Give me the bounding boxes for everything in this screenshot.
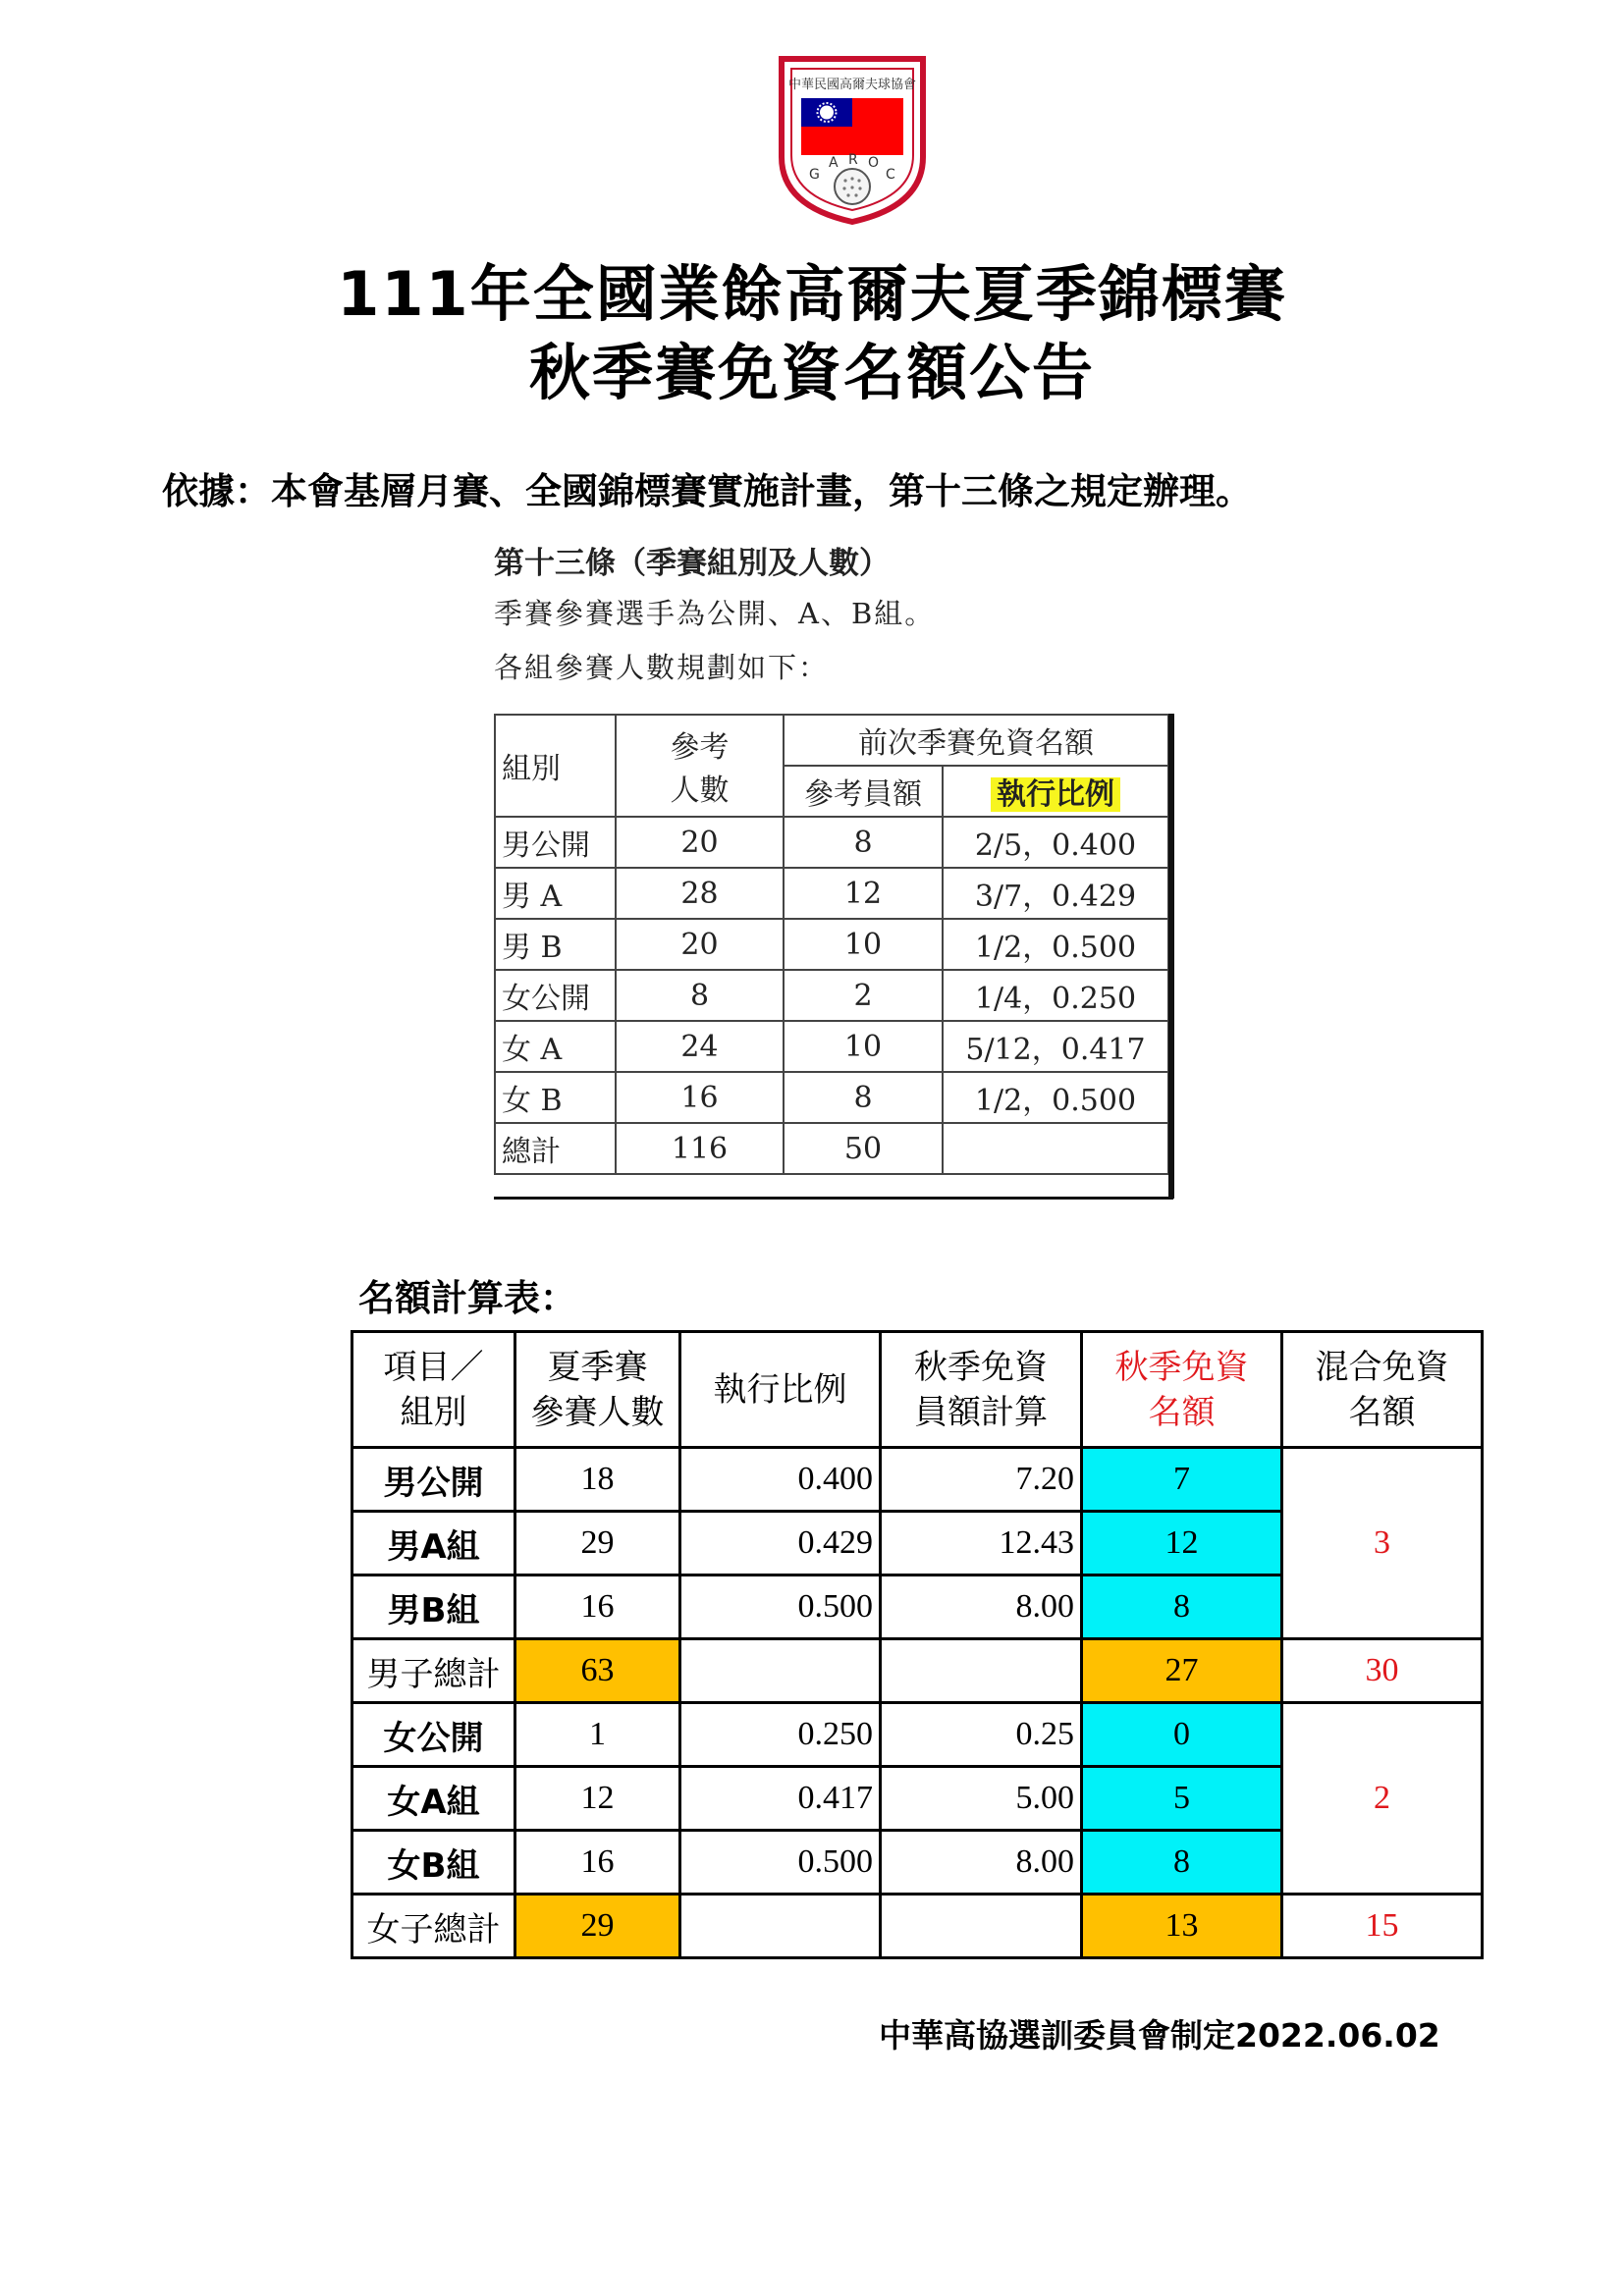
article-line-1: 季賽參賽選手為公開、A、B組。 bbox=[494, 597, 936, 630]
calc-cell-mixed-total: 15 bbox=[1282, 1895, 1483, 1958]
ref-cell-quota: 50 bbox=[784, 1123, 943, 1174]
ref-cell-ratio bbox=[943, 1123, 1168, 1174]
calc-h-quota-1: 秋季免資 bbox=[1114, 1347, 1249, 1387]
calc-h-ratio: 執行比例 bbox=[680, 1332, 881, 1448]
calc-cell-ratio: 0.500 bbox=[680, 1575, 881, 1639]
logo-letter-c: C bbox=[886, 167, 895, 183]
ref-row bbox=[495, 1072, 1168, 1123]
logo-letter-a: A bbox=[829, 155, 839, 171]
calc-h-item-1: 項目／ bbox=[383, 1347, 484, 1387]
ref-row bbox=[495, 1021, 1168, 1072]
logo-letter-r: R bbox=[848, 152, 858, 168]
ref-cell-count: 20 bbox=[616, 817, 784, 868]
ref-cell-group: 女 B bbox=[495, 1072, 616, 1123]
calc-cell-group: 男子總計 bbox=[352, 1639, 515, 1703]
calc-cell-entrants: 18 bbox=[515, 1448, 680, 1512]
ref-cell-group: 女公開 bbox=[495, 970, 616, 1021]
calc-table-label: 名額計算表： bbox=[358, 1277, 576, 1319]
calc-h-summer bbox=[515, 1332, 680, 1448]
ref-cell-quota: 10 bbox=[784, 1021, 943, 1072]
ref-cell-ratio: 3/7，0.429 bbox=[943, 868, 1168, 919]
calc-cell-calc: 5.00 bbox=[881, 1767, 1082, 1831]
ref-h-count bbox=[616, 715, 784, 817]
ref-cell-ratio: 5/12，0.417 bbox=[943, 1021, 1168, 1072]
calc-cell-calc-empty bbox=[881, 1895, 1082, 1958]
calc-table bbox=[351, 1330, 1484, 1959]
calc-h-item-2: 組別 bbox=[400, 1392, 467, 1432]
ref-h-group: 組別 bbox=[495, 715, 616, 817]
calc-cell-entrants: 29 bbox=[515, 1895, 680, 1958]
calc-cell-ratio-empty bbox=[680, 1895, 881, 1958]
ref-cell-ratio: 1/2，0.500 bbox=[943, 919, 1168, 970]
calc-cell-entrants: 12 bbox=[515, 1767, 680, 1831]
calc-h-summer-1: 夏季賽 bbox=[547, 1347, 648, 1387]
calc-cell-mixed-women: 2 bbox=[1282, 1703, 1483, 1895]
calc-h-mixed bbox=[1282, 1332, 1483, 1448]
calc-cell-calc: 7.20 bbox=[881, 1448, 1082, 1512]
calc-cell-mixed-total: 30 bbox=[1282, 1639, 1483, 1703]
calc-cell-entrants: 16 bbox=[515, 1831, 680, 1895]
reference-table bbox=[494, 714, 1169, 1175]
ref-cell-quota: 12 bbox=[784, 868, 943, 919]
ref-row bbox=[495, 817, 1168, 868]
page-title: 111年全國業餘高爾夫夏季錦標賽 bbox=[337, 258, 1287, 330]
calc-header-row bbox=[352, 1332, 1483, 1448]
ref-row bbox=[495, 919, 1168, 970]
ref-cell-count: 16 bbox=[616, 1072, 784, 1123]
ref-cell-group: 女 A bbox=[495, 1021, 616, 1072]
calc-cell-ratio: 0.250 bbox=[680, 1703, 881, 1767]
calc-cell-group: 女B組 bbox=[352, 1831, 515, 1895]
ref-cell-group: 男 A bbox=[495, 868, 616, 919]
ref-cell-quota: 8 bbox=[784, 1072, 943, 1123]
ref-cell-quota: 10 bbox=[784, 919, 943, 970]
ref-cell-ratio: 1/4，0.250 bbox=[943, 970, 1168, 1021]
calc-h-calc-2: 員額計算 bbox=[914, 1392, 1048, 1432]
calc-cell-calc: 8.00 bbox=[881, 1575, 1082, 1639]
logo-letter-o: O bbox=[868, 155, 880, 171]
calc-cell-ratio: 0.500 bbox=[680, 1831, 881, 1895]
calc-cell-ratio: 0.400 bbox=[680, 1448, 881, 1512]
ref-cell-count: 24 bbox=[616, 1021, 784, 1072]
calc-cell-entrants: 63 bbox=[515, 1639, 680, 1703]
ref-row-total bbox=[495, 1123, 1168, 1174]
calc-cell-group: 男公開 bbox=[352, 1448, 515, 1512]
ref-header-row bbox=[495, 715, 1168, 766]
calc-h-item bbox=[352, 1332, 515, 1448]
calc-row bbox=[352, 1703, 1483, 1767]
ref-h-count-2: 人數 bbox=[670, 774, 730, 808]
calc-cell-quota: 27 bbox=[1082, 1639, 1282, 1703]
calc-cell-quota: 8 bbox=[1082, 1575, 1282, 1639]
ref-cell-group: 男公開 bbox=[495, 817, 616, 868]
association-logo bbox=[774, 49, 931, 226]
ref-cell-ratio: 1/2，0.500 bbox=[943, 1072, 1168, 1123]
calc-cell-calc: 0.25 bbox=[881, 1703, 1082, 1767]
basis-statement: 依據：本會基層月賽、全國錦標賽實施計畫，第十三條之規定辦理。 bbox=[162, 470, 1252, 512]
ref-h-ratio-cell bbox=[943, 766, 1168, 817]
ref-cell-group: 男 B bbox=[495, 919, 616, 970]
calc-cell-entrants: 1 bbox=[515, 1703, 680, 1767]
ref-cell-group: 總計 bbox=[495, 1123, 616, 1174]
calc-cell-group: 男B組 bbox=[352, 1575, 515, 1639]
calc-cell-ratio: 0.429 bbox=[680, 1512, 881, 1575]
calc-cell-quota: 12 bbox=[1082, 1512, 1282, 1575]
footer-issuer: 中華高協選訓委員會制定2022.06.02 bbox=[879, 2016, 1440, 2055]
calc-cell-calc: 12.43 bbox=[881, 1512, 1082, 1575]
ref-h-ratio: 執行比例 bbox=[991, 777, 1120, 812]
ref-cell-ratio: 2/5，0.400 bbox=[943, 817, 1168, 868]
logo-arc-text: 中華民國高爾夫球協會 bbox=[787, 78, 917, 92]
calc-cell-quota: 0 bbox=[1082, 1703, 1282, 1767]
ref-table-shadow-right bbox=[1168, 714, 1174, 1199]
calc-cell-group: 女子總計 bbox=[352, 1895, 515, 1958]
calc-cell-entrants: 29 bbox=[515, 1512, 680, 1575]
calc-h-quota-2: 名額 bbox=[1148, 1392, 1216, 1432]
calc-cell-ratio: 0.417 bbox=[680, 1767, 881, 1831]
calc-cell-group: 男A組 bbox=[352, 1512, 515, 1575]
calc-cell-mixed-men: 3 bbox=[1282, 1448, 1483, 1639]
calc-cell-group: 女公開 bbox=[352, 1703, 515, 1767]
calc-row-women-total bbox=[352, 1895, 1483, 1958]
calc-h-mixed-2: 名額 bbox=[1348, 1392, 1416, 1432]
calc-cell-quota: 8 bbox=[1082, 1831, 1282, 1895]
article-title: 第十三條（季賽組別及人數） bbox=[494, 546, 890, 581]
calc-h-summer-2: 參賽人數 bbox=[530, 1392, 665, 1432]
calc-h-quota bbox=[1082, 1332, 1282, 1448]
calc-row bbox=[352, 1448, 1483, 1512]
ref-row bbox=[495, 970, 1168, 1021]
ref-table-shadow-bottom bbox=[494, 1197, 1173, 1200]
calc-h-calc-1: 秋季免資 bbox=[914, 1347, 1048, 1387]
calc-h-mixed-1: 混合免資 bbox=[1315, 1347, 1449, 1387]
calc-h-calc bbox=[881, 1332, 1082, 1448]
ref-h-ref-quota: 參考員額 bbox=[784, 766, 943, 817]
ref-cell-count: 8 bbox=[616, 970, 784, 1021]
ref-cell-count: 116 bbox=[616, 1123, 784, 1174]
calc-cell-entrants: 16 bbox=[515, 1575, 680, 1639]
article-line-2: 各組參賽人數規劃如下： bbox=[494, 651, 830, 684]
ref-cell-count: 28 bbox=[616, 868, 784, 919]
ref-cell-quota: 8 bbox=[784, 817, 943, 868]
logo-letter-g: G bbox=[809, 167, 820, 183]
calc-cell-quota: 5 bbox=[1082, 1767, 1282, 1831]
page-subtitle: 秋季賽免資名額公告 bbox=[528, 337, 1095, 408]
calc-cell-quota: 13 bbox=[1082, 1895, 1282, 1958]
ref-cell-quota: 2 bbox=[784, 970, 943, 1021]
ref-h-prev: 前次季賽免資名額 bbox=[784, 715, 1168, 766]
calc-cell-group: 女A組 bbox=[352, 1767, 515, 1831]
article-excerpt bbox=[494, 538, 935, 700]
calc-cell-calc: 8.00 bbox=[881, 1831, 1082, 1895]
calc-cell-ratio-empty bbox=[680, 1639, 881, 1703]
ref-cell-count: 20 bbox=[616, 919, 784, 970]
ref-h-count-1: 參考 bbox=[670, 730, 730, 765]
calc-row-men-total bbox=[352, 1639, 1483, 1703]
calc-cell-calc-empty bbox=[881, 1639, 1082, 1703]
calc-cell-quota: 7 bbox=[1082, 1448, 1282, 1512]
ref-row bbox=[495, 868, 1168, 919]
